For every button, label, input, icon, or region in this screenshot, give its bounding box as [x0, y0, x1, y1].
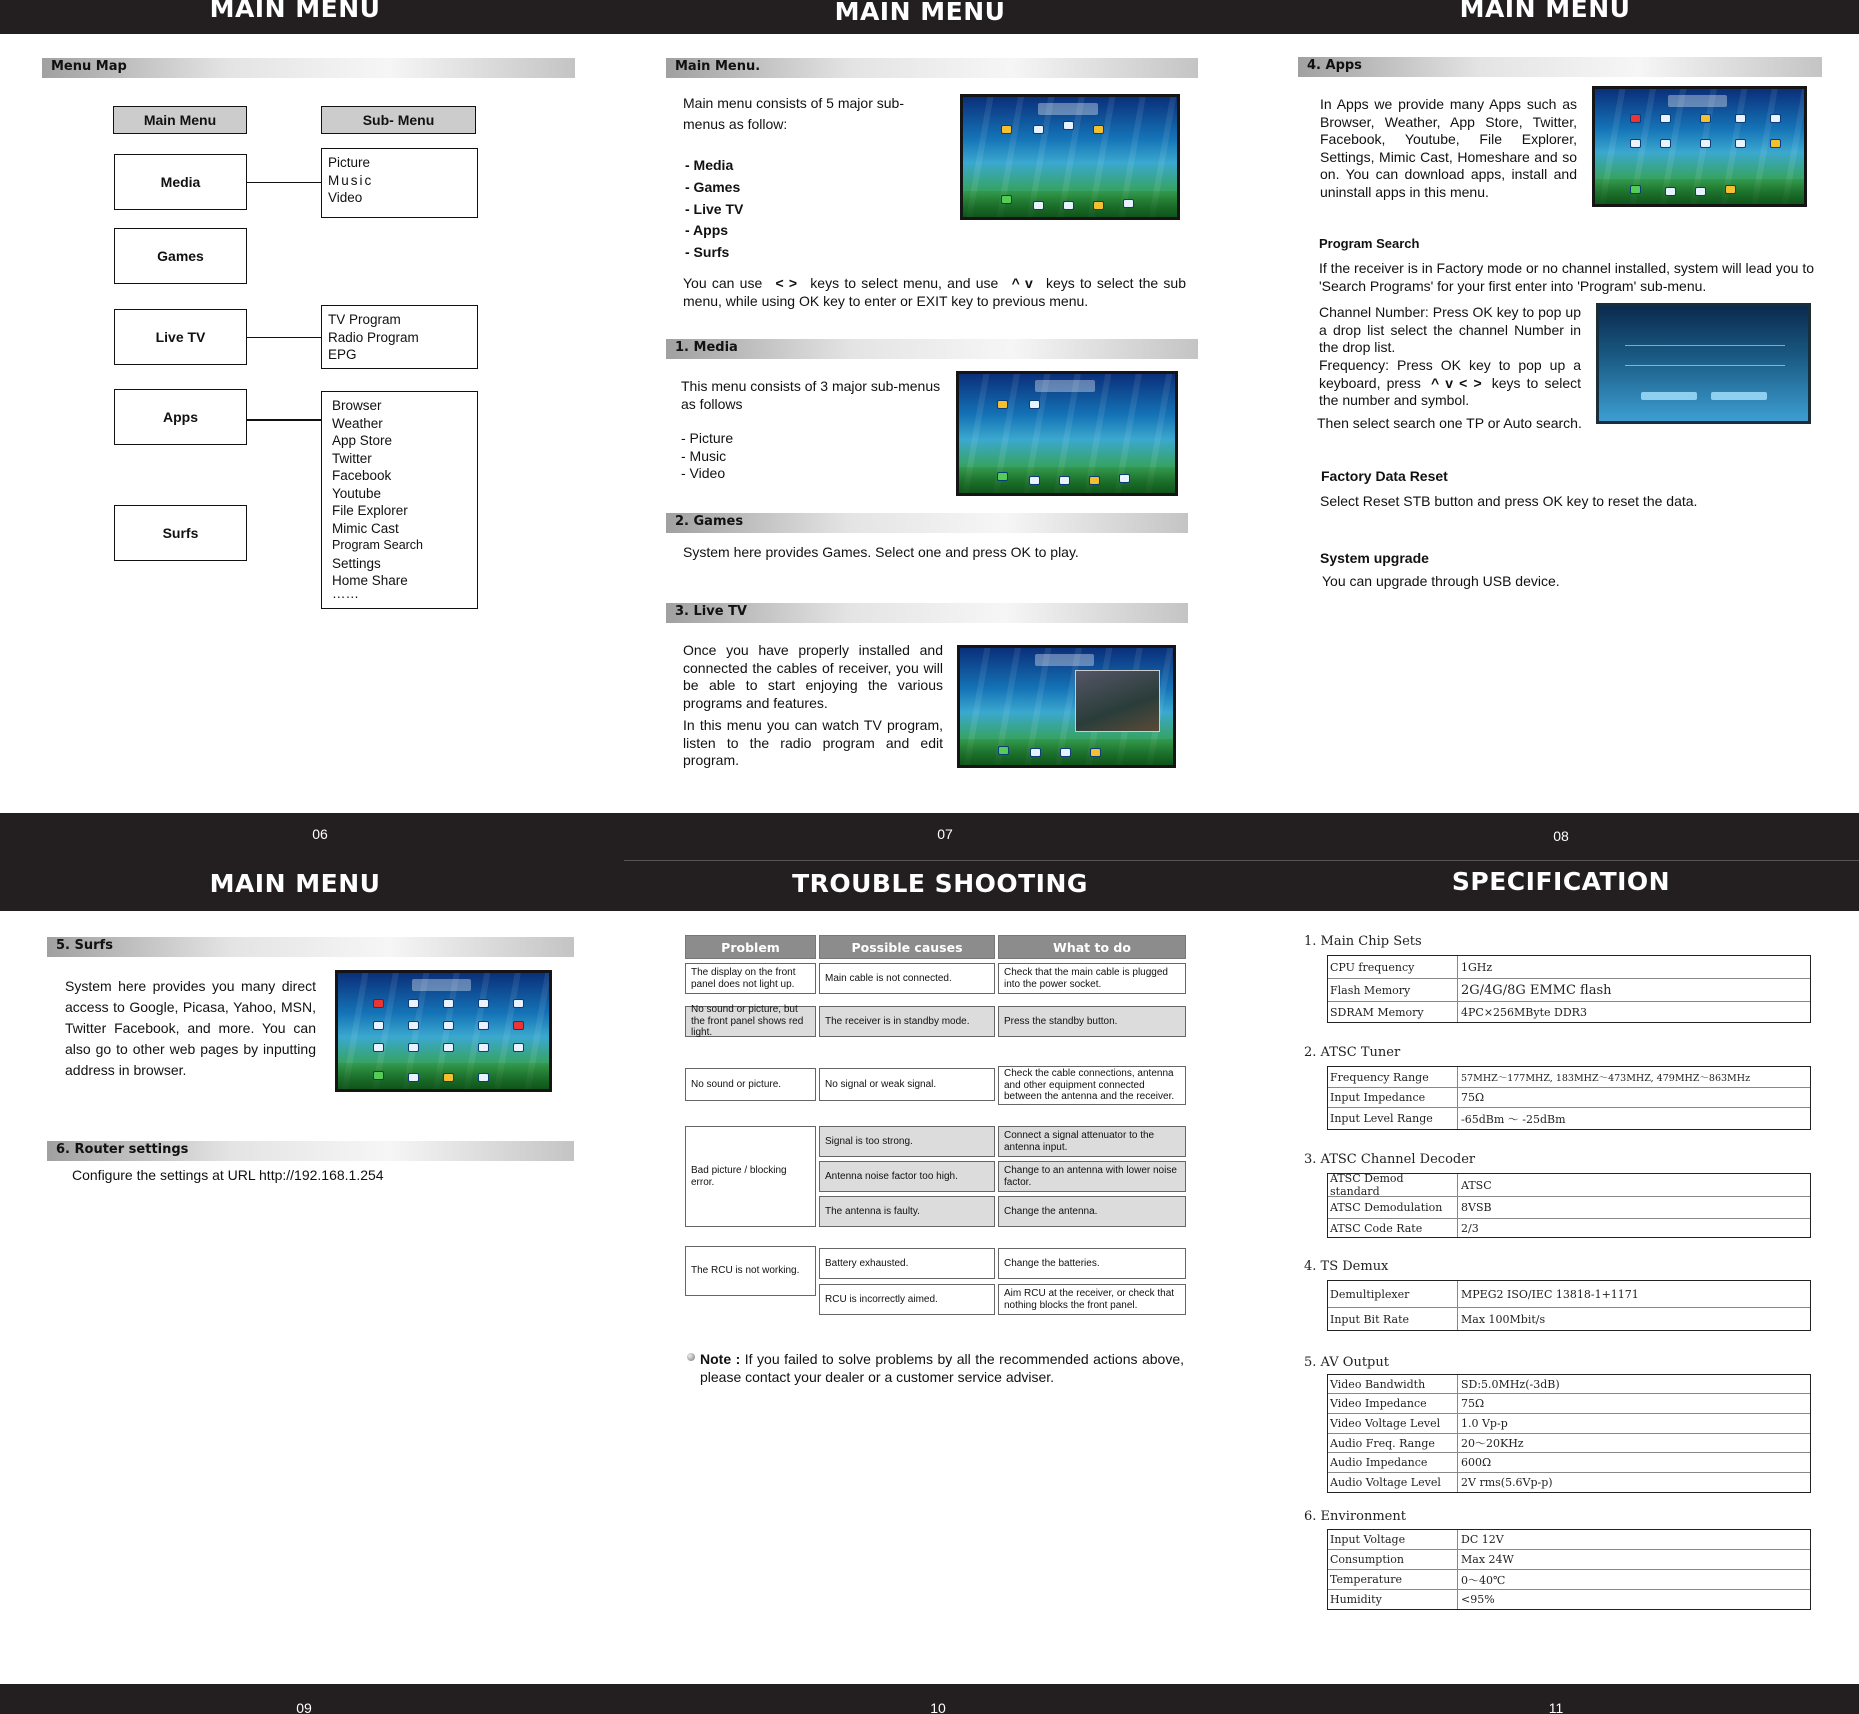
- spec-value: 8VSB: [1461, 1201, 1492, 1214]
- spec-section-title: 1. Main Chip Sets: [1304, 934, 1422, 949]
- spec-value: 2V rms(5.6Vp-p): [1461, 1476, 1553, 1489]
- submenu-item: Settings: [332, 555, 381, 571]
- livetv-section-title: 3. Live TV: [666, 603, 1188, 623]
- spec-section-title: 4. TS Demux: [1304, 1259, 1389, 1274]
- menu-map-games: Games: [114, 228, 247, 284]
- spec-key: Input Impedance: [1328, 1088, 1458, 1107]
- auto-search-button-icon: [1711, 392, 1767, 400]
- main-menu-list-item: - Games: [685, 179, 741, 195]
- action-cell: Check the cable connections, antenna and other equipment connected between the antenna and the receiver.: [998, 1066, 1186, 1105]
- spec-key: Input Bit Rate: [1328, 1308, 1458, 1330]
- troubleshooting-note: [700, 1351, 1184, 1386]
- menu-map-surfs: Surfs: [114, 505, 247, 561]
- apps-screenshot: [1592, 86, 1807, 207]
- spec-key: Consumption: [1328, 1550, 1458, 1569]
- router-text: Configure the settings at URL http://192.168.1.254: [72, 1167, 384, 1183]
- cause-cell: Main cable is not connected.: [819, 963, 995, 994]
- search-button-icon: [1641, 392, 1697, 400]
- program-search-title: Program Search: [1319, 236, 1420, 251]
- factory-reset-text: Select Reset STB button and press OK key to reset the data.: [1320, 493, 1698, 509]
- main-menu-screenshot: [960, 94, 1180, 220]
- factory-reset-title: Factory Data Reset: [1321, 468, 1448, 484]
- cause-cell: Battery exhausted.: [819, 1248, 995, 1279]
- spec-row: [1328, 1088, 1810, 1108]
- spec-key: Flash Memory: [1328, 979, 1458, 1001]
- program-search-then: Then select search one TP or Auto search.: [1317, 415, 1582, 431]
- surfs-text: System here provides you many direct access to Google, Picasa, Yahoo, MSN, Twitter Facebook, and more. You can also go to other web pages by inputting address in browser.: [65, 978, 316, 1078]
- spec-value: 20～20KHz: [1461, 1437, 1524, 1450]
- submenu-item: Weather: [332, 415, 383, 431]
- spec-table-demux: [1327, 1280, 1811, 1331]
- system-upgrade-title: System upgrade: [1320, 550, 1429, 566]
- main-menu-column-header: Main Menu: [113, 106, 247, 134]
- submenu-item: Video: [328, 190, 363, 205]
- spec-row: [1328, 1394, 1810, 1414]
- page-09-header: MAIN MENU: [209, 869, 381, 898]
- spec-value: DC 12V: [1461, 1533, 1504, 1546]
- submenu-item: TV Program: [328, 312, 401, 327]
- action-cell: Press the standby button.: [998, 1006, 1186, 1037]
- note-label: Note :: [700, 1351, 741, 1367]
- media-list-item: - Picture: [681, 430, 734, 446]
- spec-value: MPEG2 ISO/IEC 13818-1+1171: [1461, 1287, 1639, 1301]
- media-section-title: 1. Media: [666, 339, 1198, 359]
- spec-row: [1328, 1197, 1810, 1219]
- submenu-item: Picture: [328, 155, 371, 170]
- left-right-keys-icon: < >: [775, 275, 798, 291]
- submenu-item: Home Share: [332, 573, 408, 588]
- spec-table-av-output: [1327, 1374, 1811, 1493]
- spec-key: ATSC Code Rate: [1328, 1219, 1458, 1237]
- page-06-header: MAIN MENU: [209, 0, 381, 23]
- spec-table-tuner: [1327, 1066, 1811, 1130]
- note-text: If you failed to solve problems by all the recommended actions above, please contact your dealer or a customer service adviser.: [700, 1351, 1185, 1385]
- program-search-screenshot: [1596, 303, 1811, 424]
- arrow-keys-icon: ^ v < >: [1430, 374, 1482, 391]
- main-menu-intro: Main menu consists of 5 major sub-menus as follow:: [683, 95, 904, 132]
- spec-row: [1328, 1108, 1810, 1129]
- page-08-header: MAIN MENU: [1459, 0, 1631, 23]
- spec-row: [1328, 1308, 1810, 1330]
- spec-row: [1328, 979, 1810, 1002]
- sub-menu-column-header: Sub- Menu: [321, 106, 476, 134]
- page-10-header: TROUBLE SHOOTING: [792, 869, 1088, 898]
- spec-table-main-chip: [1327, 955, 1811, 1023]
- connector-livetv: [247, 337, 321, 338]
- spec-value: 75Ω: [1461, 1091, 1485, 1104]
- spec-value: 600Ω: [1461, 1456, 1492, 1469]
- spec-value: 75Ω: [1461, 1397, 1485, 1410]
- spec-row: [1328, 1414, 1810, 1434]
- spec-key: Audio Impedance: [1328, 1453, 1458, 1472]
- submenu-item: Browser: [332, 398, 382, 413]
- submenu-apps-box: [321, 391, 478, 609]
- keys-text-part: You can use: [683, 275, 763, 291]
- spec-value: SD:5.0MHz(-3dB): [1461, 1377, 1560, 1391]
- page-number-11: 11: [1548, 1700, 1564, 1714]
- cause-cell: No signal or weak signal.: [819, 1068, 995, 1101]
- menu-map-livetv: Live TV: [114, 309, 247, 365]
- spec-section-title: 2. ATSC Tuner: [1304, 1045, 1401, 1060]
- spec-key: Demultiplexer: [1328, 1281, 1458, 1307]
- spec-key: Temperature: [1328, 1570, 1458, 1589]
- spec-value: 0～40℃: [1461, 1573, 1506, 1587]
- up-down-keys-icon: ^ v: [1011, 275, 1033, 291]
- main-menu-list-item: - Media: [685, 157, 734, 173]
- cause-cell: The antenna is faulty.: [819, 1196, 995, 1227]
- page-number-08: 08: [1553, 828, 1569, 844]
- spec-row: [1328, 1434, 1810, 1453]
- apps-text: In Apps we provide many Apps such as Browser, Weather, App Store, Twitter, Facebook, Youtube, File Explorer, Settings, Mimic Cast, Homeshare and so on. You can download apps, install and uninstall apps in this menu.: [1320, 96, 1577, 200]
- spec-key: Input Level Range: [1328, 1108, 1458, 1129]
- livetv-paragraph-2: In this menu you can watch TV program, listen to the radio program and edit program.: [683, 717, 943, 768]
- spec-row: [1328, 1067, 1810, 1088]
- submenu-item: Youtube: [332, 485, 382, 501]
- cause-cell: Antenna noise factor too high.: [819, 1161, 995, 1192]
- spec-key: Frequency Range: [1328, 1067, 1458, 1087]
- submenu-item: Twitter: [332, 450, 372, 466]
- page-number-07: 07: [937, 826, 953, 842]
- keys-instructions: [683, 275, 1186, 310]
- spec-row: [1328, 1570, 1810, 1590]
- search-dialog-field: [1625, 356, 1785, 366]
- spec-row: [1328, 1174, 1810, 1197]
- tv-preview-window: [1075, 670, 1160, 732]
- col-header-causes: Possible causes: [819, 935, 995, 959]
- submenu-item: EPG: [328, 347, 357, 362]
- media-list-item: - Music: [681, 448, 727, 464]
- spec-key: Video Bandwidth: [1328, 1375, 1458, 1393]
- spec-value: 57MHZ～177MHZ, 183MHZ～473MHZ, 479MHZ～863MHz: [1461, 1073, 1751, 1084]
- menu-map-title: Menu Map: [42, 58, 575, 78]
- connector-media: [247, 182, 321, 183]
- submenu-item: Music: [328, 172, 374, 188]
- media-intro: This menu consists of 3 major sub-menus as follows: [681, 378, 941, 412]
- spec-table-decoder: [1327, 1173, 1811, 1238]
- problem-cell: No sound or picture.: [685, 1068, 816, 1101]
- spec-row: [1328, 1530, 1810, 1550]
- submenu-livetv-box: [321, 305, 478, 369]
- action-cell: Aim RCU at the receiver, or check that nothing blocks the front panel.: [998, 1284, 1186, 1315]
- spec-key: Video Voltage Level: [1328, 1414, 1458, 1433]
- surfs-section-title: 5. Surfs: [47, 937, 574, 957]
- frequency-text-part: keys to select the number and symbol.: [1319, 374, 1582, 408]
- spec-key: SDRAM Memory: [1328, 1002, 1458, 1022]
- search-dialog-field: [1625, 336, 1785, 346]
- spec-value: 4PC×256MByte DDR3: [1461, 1005, 1587, 1019]
- spec-value: -65dBm ～ -25dBm: [1461, 1112, 1566, 1126]
- submenu-item: Facebook: [332, 468, 392, 483]
- col-header-problem: Problem: [685, 935, 816, 959]
- spec-section-title: 3. ATSC Channel Decoder: [1304, 1152, 1476, 1167]
- submenu-item: App Store: [332, 433, 393, 448]
- cause-cell: RCU is incorrectly aimed.: [819, 1284, 995, 1315]
- submenu-item: Mimic Cast: [332, 520, 399, 536]
- spec-key: Input Voltage: [1328, 1530, 1458, 1549]
- spec-section-title: 5. AV Output: [1304, 1355, 1389, 1370]
- submenu-item: ……: [332, 585, 359, 601]
- action-cell: Connect a signal attenuator to the antenna input.: [998, 1126, 1186, 1157]
- submenu-item: Program Search: [332, 538, 424, 552]
- spec-value: 2/3: [1461, 1221, 1479, 1235]
- main-menu-list-item: - Apps: [685, 222, 729, 238]
- spec-row: [1328, 956, 1810, 979]
- main-menu-section-title: Main Menu.: [666, 58, 1198, 78]
- cause-cell: The receiver is in standby mode.: [819, 1006, 995, 1037]
- spec-value: 1GHz: [1461, 960, 1493, 974]
- problem-cell: The display on the front panel does not light up.: [685, 963, 816, 994]
- spec-key: ATSC Demod standard: [1328, 1174, 1458, 1196]
- spec-value: <95%: [1461, 1593, 1495, 1606]
- program-search-frequency: [1319, 357, 1581, 410]
- spec-key: Audio Freq. Range: [1328, 1434, 1458, 1452]
- note-bullet-icon: [687, 1353, 695, 1361]
- problem-cell: Bad picture / blocking error.: [685, 1126, 816, 1227]
- submenu-item: File Explorer: [332, 503, 408, 518]
- spec-row: [1328, 1590, 1810, 1609]
- spec-key: CPU frequency: [1328, 956, 1458, 978]
- problem-cell: No sound or picture, but the front panel shows red light.: [685, 1006, 816, 1037]
- media-screenshot: [956, 371, 1178, 496]
- spec-value: ATSC: [1461, 1178, 1492, 1192]
- page-07-header: MAIN MENU: [834, 0, 1006, 26]
- submenu-item: Radio Program: [328, 329, 419, 345]
- surfs-screenshot: [335, 970, 552, 1092]
- keys-text-part: keys to select the sub menu, while using OK key to enter or EXIT key to previous menu.: [683, 275, 1186, 309]
- menu-map-apps: Apps: [114, 389, 247, 445]
- connector-apps: [247, 419, 321, 421]
- spec-key: ATSC Demodulation: [1328, 1197, 1458, 1218]
- spec-row: [1328, 1002, 1810, 1022]
- spec-row: [1328, 1550, 1810, 1570]
- col-header-action: What to do: [998, 935, 1186, 959]
- action-cell: Check that the main cable is plugged into the power socket.: [998, 963, 1186, 994]
- spec-section-title: 6. Environment: [1304, 1509, 1406, 1524]
- spec-key: Video Impedance: [1328, 1394, 1458, 1413]
- program-search-text: If the receiver is in Factory mode or no channel installed, system will lead you to 'Search Programs' for your first enter into 'Program' sub-menu.: [1319, 260, 1814, 294]
- action-cell: Change to an antenna with lower noise factor.: [998, 1161, 1186, 1192]
- menu-map-media: Media: [114, 154, 247, 210]
- spec-value: Max 24W: [1461, 1553, 1514, 1566]
- main-menu-list-item: - Live TV: [685, 201, 744, 217]
- spec-value: 1.0 Vp-p: [1461, 1417, 1508, 1430]
- spec-row: [1328, 1473, 1810, 1492]
- spec-row: [1328, 1453, 1810, 1473]
- spec-key: Audio Voltage Level: [1328, 1473, 1458, 1492]
- submenu-media-box: [321, 148, 478, 218]
- spec-table-environment: [1327, 1529, 1811, 1610]
- page-number-06: 06: [312, 826, 328, 842]
- games-text: System here provides Games. Select one and press OK to play.: [683, 544, 1079, 560]
- spec-row: [1328, 1375, 1810, 1394]
- action-cell: Change the batteries.: [998, 1248, 1186, 1279]
- spec-value: Max 100Mbit/s: [1461, 1312, 1546, 1326]
- games-section-title: 2. Games: [666, 513, 1188, 533]
- media-list-item: - Video: [681, 465, 726, 481]
- livetv-screenshot: [957, 645, 1176, 768]
- spec-row: [1328, 1219, 1810, 1237]
- system-upgrade-text: You can upgrade through USB device.: [1322, 573, 1560, 589]
- page-number-09: 09: [296, 1700, 312, 1714]
- page-11-header: SPECIFICATION: [1451, 867, 1671, 896]
- action-cell: Change the antenna.: [998, 1196, 1186, 1227]
- program-search-channel: Channel Number: Press OK key to pop up a drop list select the channel Number in the drop list.: [1319, 304, 1581, 355]
- router-section-title: 6. Router settings: [47, 1141, 574, 1161]
- spec-key: Humidity: [1328, 1590, 1458, 1609]
- page-number-10: 10: [930, 1700, 946, 1714]
- keys-text-part: keys to select menu, and use: [810, 275, 999, 291]
- cause-cell: Signal is too strong.: [819, 1126, 995, 1157]
- apps-section-title: 4. Apps: [1298, 57, 1822, 77]
- problem-cell: The RCU is not working.: [685, 1246, 816, 1296]
- main-menu-list-item: - Surfs: [685, 244, 730, 260]
- page-10-white-strip: [624, 860, 1859, 861]
- spec-row: [1328, 1281, 1810, 1308]
- spec-value: 2G/4G/8G EMMC flash: [1461, 982, 1612, 998]
- livetv-paragraph-1: Once you have properly installed and connected the cables of receiver, you will be able to start enjoying the various programs and features.: [683, 642, 943, 711]
- frequency-text-part: Frequency: Press OK key to pop up a keyboard, press: [1319, 357, 1581, 391]
